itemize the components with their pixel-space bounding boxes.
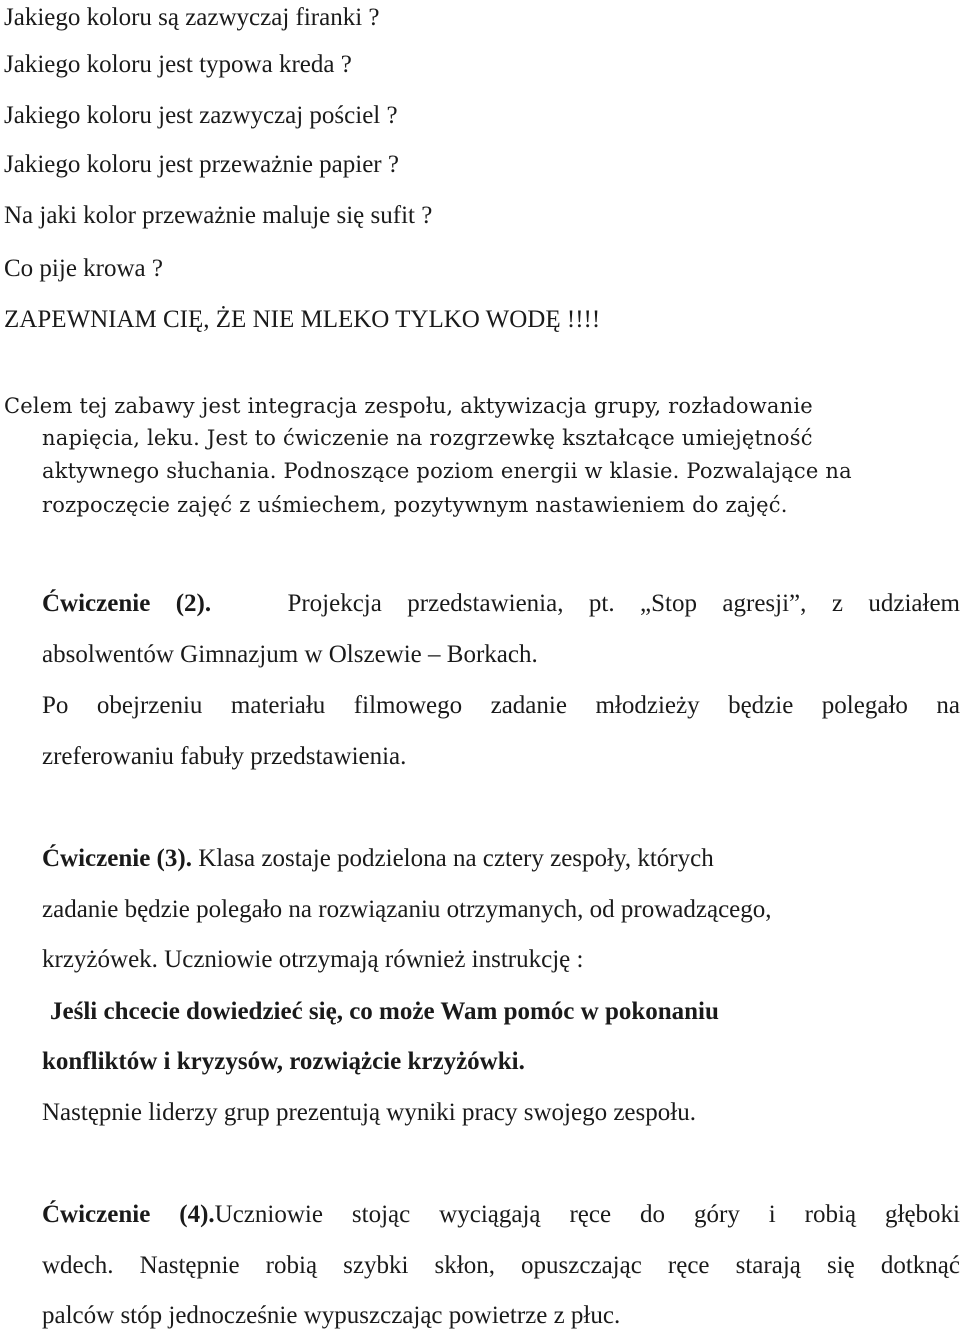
question-line: Jakiego koloru jest zazwyczaj pościel ? — [4, 102, 398, 129]
question-line: Jakiego koloru jest typowa kreda ? — [4, 51, 352, 78]
answer-line: ZAPEWNIAM CIĘ, ŻE NIE MLEKO TYLKO WODĘ !!!! — [4, 306, 601, 333]
exercise-4-line: wdech. Następnie robią szybki skłon, opuszczając ręce starają się dotknąć — [42, 1252, 960, 1279]
purpose-line: Celem tej zabawy jest integracja zespołu, aktywizacja grupy, rozładowanie — [4, 394, 813, 418]
exercise-3-first-line — [42, 844, 714, 874]
question-line: Co pije krowa ? — [4, 255, 163, 282]
exercise-4-heading: Ćwiczenie (4). — [42, 1201, 215, 1228]
question-line: Jakiego koloru jest przeważnie papier ? — [4, 151, 399, 178]
exercise-3-text: Klasa zostaje podzielona na cztery zespoły, których — [198, 845, 714, 872]
exercise-2-text: Projekcja przedstawienia, pt. „Stop agresji”, z udziałem — [287, 590, 960, 617]
exercise-3-line: zadanie będzie polegało na rozwiązaniu otrzymanych, od prowadzącego, — [42, 896, 772, 923]
exercise-4-line: palców stóp jednocześnie wypuszczając powietrze z płuc. — [42, 1302, 621, 1329]
purpose-line: rozpoczęcie zajęć z uśmiechem, pozytywnym nastawieniem do zajęć. — [42, 493, 788, 517]
exercise-2-first-line — [42, 589, 960, 619]
instruction-line: konfliktów i kryzysów, rozwiążcie krzyżówki. — [42, 1048, 525, 1075]
exercise-3-line: Następnie liderzy grup prezentują wyniki pracy swojego zespołu. — [42, 1099, 696, 1126]
exercise-4-text: Uczniowie stojąc wyciągają ręce do góry i robią głęboki — [214, 1201, 960, 1228]
exercise-2-line: absolwentów Gimnazjum w Olszewie – Borkach. — [42, 641, 538, 668]
purpose-line: aktywnego słuchania. Podnoszące poziom energii w klasie. Pozwalające na — [42, 459, 852, 483]
exercise-2-line: Po obejrzeniu materiału filmowego zadanie młodzieży będzie polegało na — [42, 692, 960, 719]
purpose-line: napięcia, leku. Jest to ćwiczenie na rozgrzewkę kształcące umiejętność — [42, 426, 813, 450]
exercise-3-heading: Ćwiczenie (3). — [42, 845, 192, 872]
exercise-3-line: krzyżówek. Uczniowie otrzymają również instrukcję : — [42, 946, 584, 973]
exercise-2-heading: Ćwiczenie (2). — [42, 590, 212, 617]
question-line: Na jaki kolor przeważnie maluje się sufit ? — [4, 202, 433, 229]
question-line: Jakiego koloru są zazwyczaj firanki ? — [4, 4, 380, 31]
exercise-2-line: zreferowaniu fabuły przedstawienia. — [42, 743, 407, 770]
instruction-line: Jeśli chcecie dowiedzieć się, co może Wam pomóc w pokonaniu — [50, 998, 719, 1025]
exercise-4-first-line — [42, 1200, 960, 1230]
